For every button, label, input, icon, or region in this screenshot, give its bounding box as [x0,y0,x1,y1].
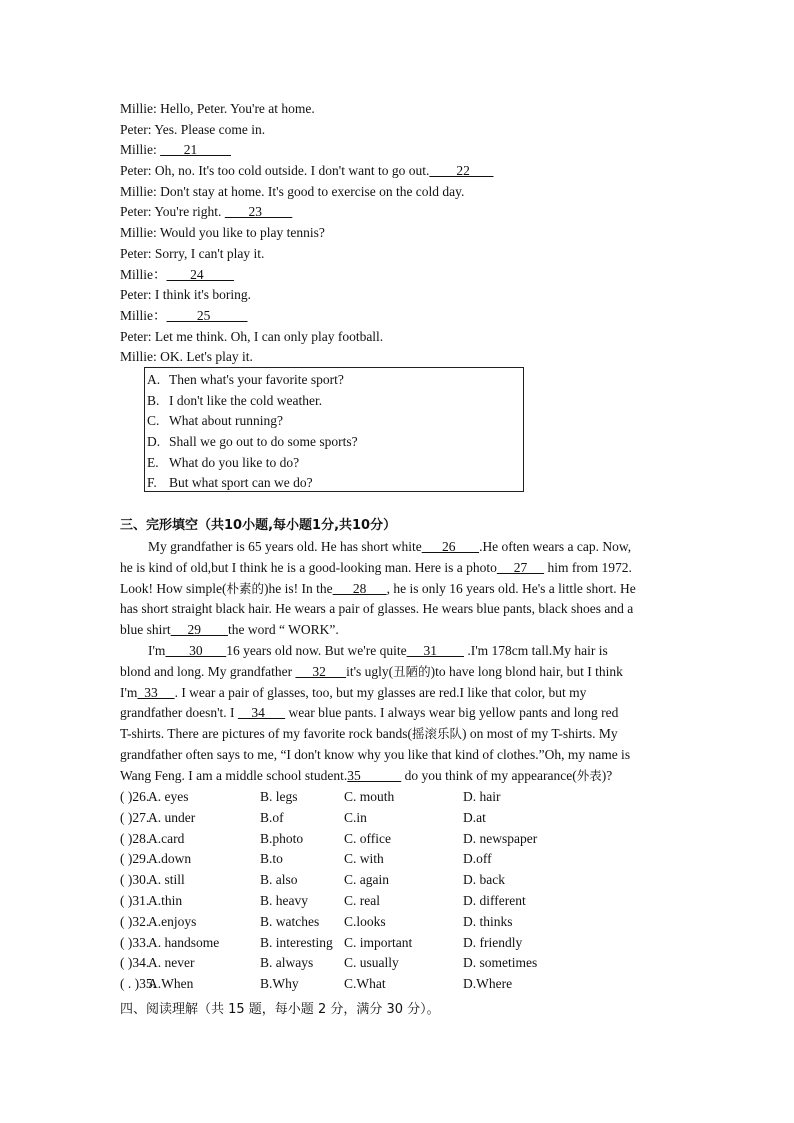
choice-a: A.thin [148,892,183,908]
passage-line [120,537,676,558]
answer-blank-25: 25 [166,307,248,323]
option-text: Then what's your favorite sport? [169,372,344,387]
option-item [147,432,523,453]
passage-text: )he is! In the [264,580,333,596]
dialogue-text: Millie： [120,307,167,323]
dialogue-text: Millie: OK. Let's play it. [120,349,253,365]
question-number: ( )29. [120,851,150,867]
question-row [120,870,680,891]
choice-b: B. also [260,872,298,888]
passage-text: )to have long blond hair, but I think [430,663,623,679]
answer-blank-34: 34 [237,705,286,721]
question-row [120,787,680,808]
dialogue-line [120,182,680,203]
choice-a: A.card [148,830,185,846]
option-text: What do you like to do? [169,454,300,470]
dialogue-text: Peter: I think it's boring. [120,287,252,303]
choice-d: D.at [463,809,486,825]
option-letter: C. [147,413,160,429]
choice-c: C.looks [344,913,386,929]
choice-c: C. important [344,934,413,950]
dialogue-line [120,306,680,327]
dialogue-text: Millie: [120,142,161,158]
answer-blank-21: 21 [160,142,231,158]
option-text: Shall we go out to do some sports? [169,434,358,450]
choice-d: D. newspaper [463,830,538,846]
dialogue-line [120,327,680,348]
passage-text: .I'm 178cm tall.My hair is [463,642,608,658]
option-item [147,473,523,494]
choice-a: A. never [148,955,195,971]
dialogue-line [120,244,680,265]
chinese-gloss: 外表 [576,767,602,783]
passage-line [120,662,676,683]
answer-blank-27: 27 [496,559,545,575]
dialogue-text: Millie: Would you like to play tennis? [120,225,325,241]
choice-b: B. watches [260,913,320,929]
dialogue-text: Peter: Yes. Please come in. [120,121,266,137]
section-3-title: 三、完形填空（共10小题,每小题1分,共10分） [120,518,397,533]
passage-text: I'm [120,684,138,700]
answer-blank-24: 24 [166,266,234,282]
question-list [120,787,680,995]
passage-text: has short straight black hair. He wears a pair of glasses. He wears blue pants, black shoes and a [120,601,634,617]
option-text: I don't like the cold weather. [169,392,323,408]
answer-blank-23: 23 [224,204,293,220]
passage-text: I'm [148,642,166,658]
option-item [147,391,523,412]
dialogue-line [120,285,680,306]
dialogue-text: Peter: Let me think. Oh, I can only play football. [120,328,384,344]
option-letter: A. [147,372,161,387]
answer-blank-32: 32 [295,663,347,679]
dialogue [120,99,680,368]
choice-b: B. always [260,955,314,971]
dialogue-line [120,265,680,286]
option-text: What about running? [169,413,283,429]
choice-d: D.Where [463,976,513,992]
choice-a: A.down [148,851,192,867]
passage-line [120,703,676,724]
question-row [120,808,680,829]
passage-line [120,641,676,662]
option-letter: E. [147,454,159,470]
option-letter: F. [147,475,157,491]
passage-line [120,620,676,641]
passage-text: it's ugly( [346,663,394,679]
passage-line [120,745,676,766]
dialogue-line [120,202,680,223]
passage-text: him from 1972. [544,559,632,575]
section-4-title: 四、阅读理解（共 15 题，每小题 2 分，满分 30 分）。 [120,1002,440,1017]
option-item [147,453,523,474]
passage-text: , he is only 16 years old. He's a little short. He [386,580,636,596]
choice-a: A. handsome [148,934,220,950]
question-number: ( . )35. [120,976,156,992]
passage-text: he is kind of old,but I think he is a good-looking man. Here is a photo [120,559,497,575]
choice-d: D. thinks [463,913,513,929]
passage-text: blond and long. My grandfather [120,663,296,679]
passage-text: )? [601,767,613,783]
choice-b: B. interesting [260,934,333,950]
dialogue-line [120,99,680,120]
passage-text: T-shirts. There are pictures of my favorite rock bands( [120,726,413,742]
chinese-gloss: 摇滚乐队 [412,726,463,742]
option-text: But what sport can we do? [169,475,313,491]
choice-c: C. again [344,872,389,888]
choice-c: C. office [344,830,391,846]
choice-a: A. still [148,872,185,888]
choice-c: C. real [344,892,380,908]
choice-a: A. under [148,809,196,825]
choice-a: A. eyes [148,789,189,804]
choice-c: C. mouth [344,789,395,804]
chinese-gloss: 丑陋的 [393,663,431,679]
choice-c: C. with [344,851,384,867]
dialogue-line [120,120,680,141]
choice-d: D. sometimes [463,955,538,971]
answer-blank-22: 22 [429,163,494,179]
question-row [120,912,680,933]
passage-line [120,683,676,704]
choice-d: D. different [463,892,526,908]
passage-line [120,558,676,579]
choice-c: C. usually [344,955,399,971]
question-row [120,891,680,912]
dialogue-text: Millie： [120,266,167,282]
question-number: ( )27. [120,809,150,825]
passage-line [120,579,676,600]
choice-d: D.off [463,851,492,867]
question-number: ( )32. [120,913,150,929]
answer-blank-35: 35 [347,767,402,783]
question-row [120,933,680,954]
answer-blank-29: 29 [170,622,228,638]
choice-d: D. hair [463,789,501,804]
passage-text: grandfather often says to me, “I don't know why you like that kind of clothes.”Oh, my name is [120,746,631,762]
passage-text: Look! How simple( [120,580,227,596]
dialogue-line [120,140,680,161]
question-number: ( )28. [120,830,150,846]
passage-text: the word “ WORK”. [228,622,339,638]
option-letter: D. [147,434,161,450]
passage-line [120,599,676,620]
answer-blank-31: 31 [406,642,464,658]
answer-blank-28: 28 [332,580,387,596]
cloze-passage [120,537,676,787]
dialogue-line [120,161,680,182]
question-number: ( )30. [120,872,150,888]
choice-d: D. back [463,872,505,888]
passage-text: grandfather doesn't. I [120,705,238,721]
question-row [120,953,680,974]
dialogue-text: Millie: Don't stay at home. It's good to exercise on the cold day. [120,183,465,199]
question-number: ( )33. [120,934,150,950]
choice-b: B.of [260,809,284,825]
passage-text: wear blue pants. I always wear big yellow pants and long red [285,705,619,721]
question-number: ( )26. [120,789,150,804]
passage-text: My grandfather is 65 years old. He has short white [148,539,422,554]
choice-b: B. legs [260,789,298,804]
option-item [147,370,523,391]
question-row [120,849,680,870]
passage-text: Wang Feng. I am a middle school student. [120,767,348,783]
answer-blank-30: 30 [165,642,227,658]
passage-line [120,724,676,745]
dialogue-line [120,223,680,244]
question-number: ( )34. [120,955,150,971]
choice-b: B. heavy [260,892,308,908]
passage-text: 16 years old now. But we're quite [226,642,407,658]
dialogue-text: Peter: Sorry, I can't play it. [120,245,265,261]
choice-c: C.in [344,809,367,825]
passage-line [120,766,676,787]
passage-text: ) on most of my T-shirts. My [462,726,618,742]
dialogue-line [120,347,680,368]
choice-b: B.photo [260,830,304,846]
passage-text: . I wear a pair of glasses, too, but my glasses are red.I like that color, but my [174,684,587,700]
chinese-gloss: 朴素的 [226,580,264,596]
passage-text: do you think of my appearance( [401,767,577,783]
passage-text: .He often wears a cap. Now, [479,539,632,554]
options-box [144,367,524,492]
question-number: ( )31. [120,892,150,908]
choice-d: D. friendly [463,934,523,950]
dialogue-text: Peter: Oh, no. It's too cold outside. I don't want to go out. [120,163,430,179]
choice-a: A.enjoys [148,913,197,929]
choice-b: B.to [260,851,283,867]
choice-c: C.What [344,976,386,992]
choice-b: B.Why [260,976,299,992]
question-row [120,974,680,995]
dialogue-text: Peter: You're right. [120,204,225,220]
question-row [120,829,680,850]
answer-blank-33: 33 [137,684,175,700]
choice-a: A.When [148,976,194,992]
dialogue-text: Millie: Hello, Peter. You're at home. [120,101,315,116]
option-letter: B. [147,392,160,408]
answer-blank-26: 26 [421,539,480,554]
option-item [147,411,523,432]
passage-text: blue shirt [120,622,171,638]
